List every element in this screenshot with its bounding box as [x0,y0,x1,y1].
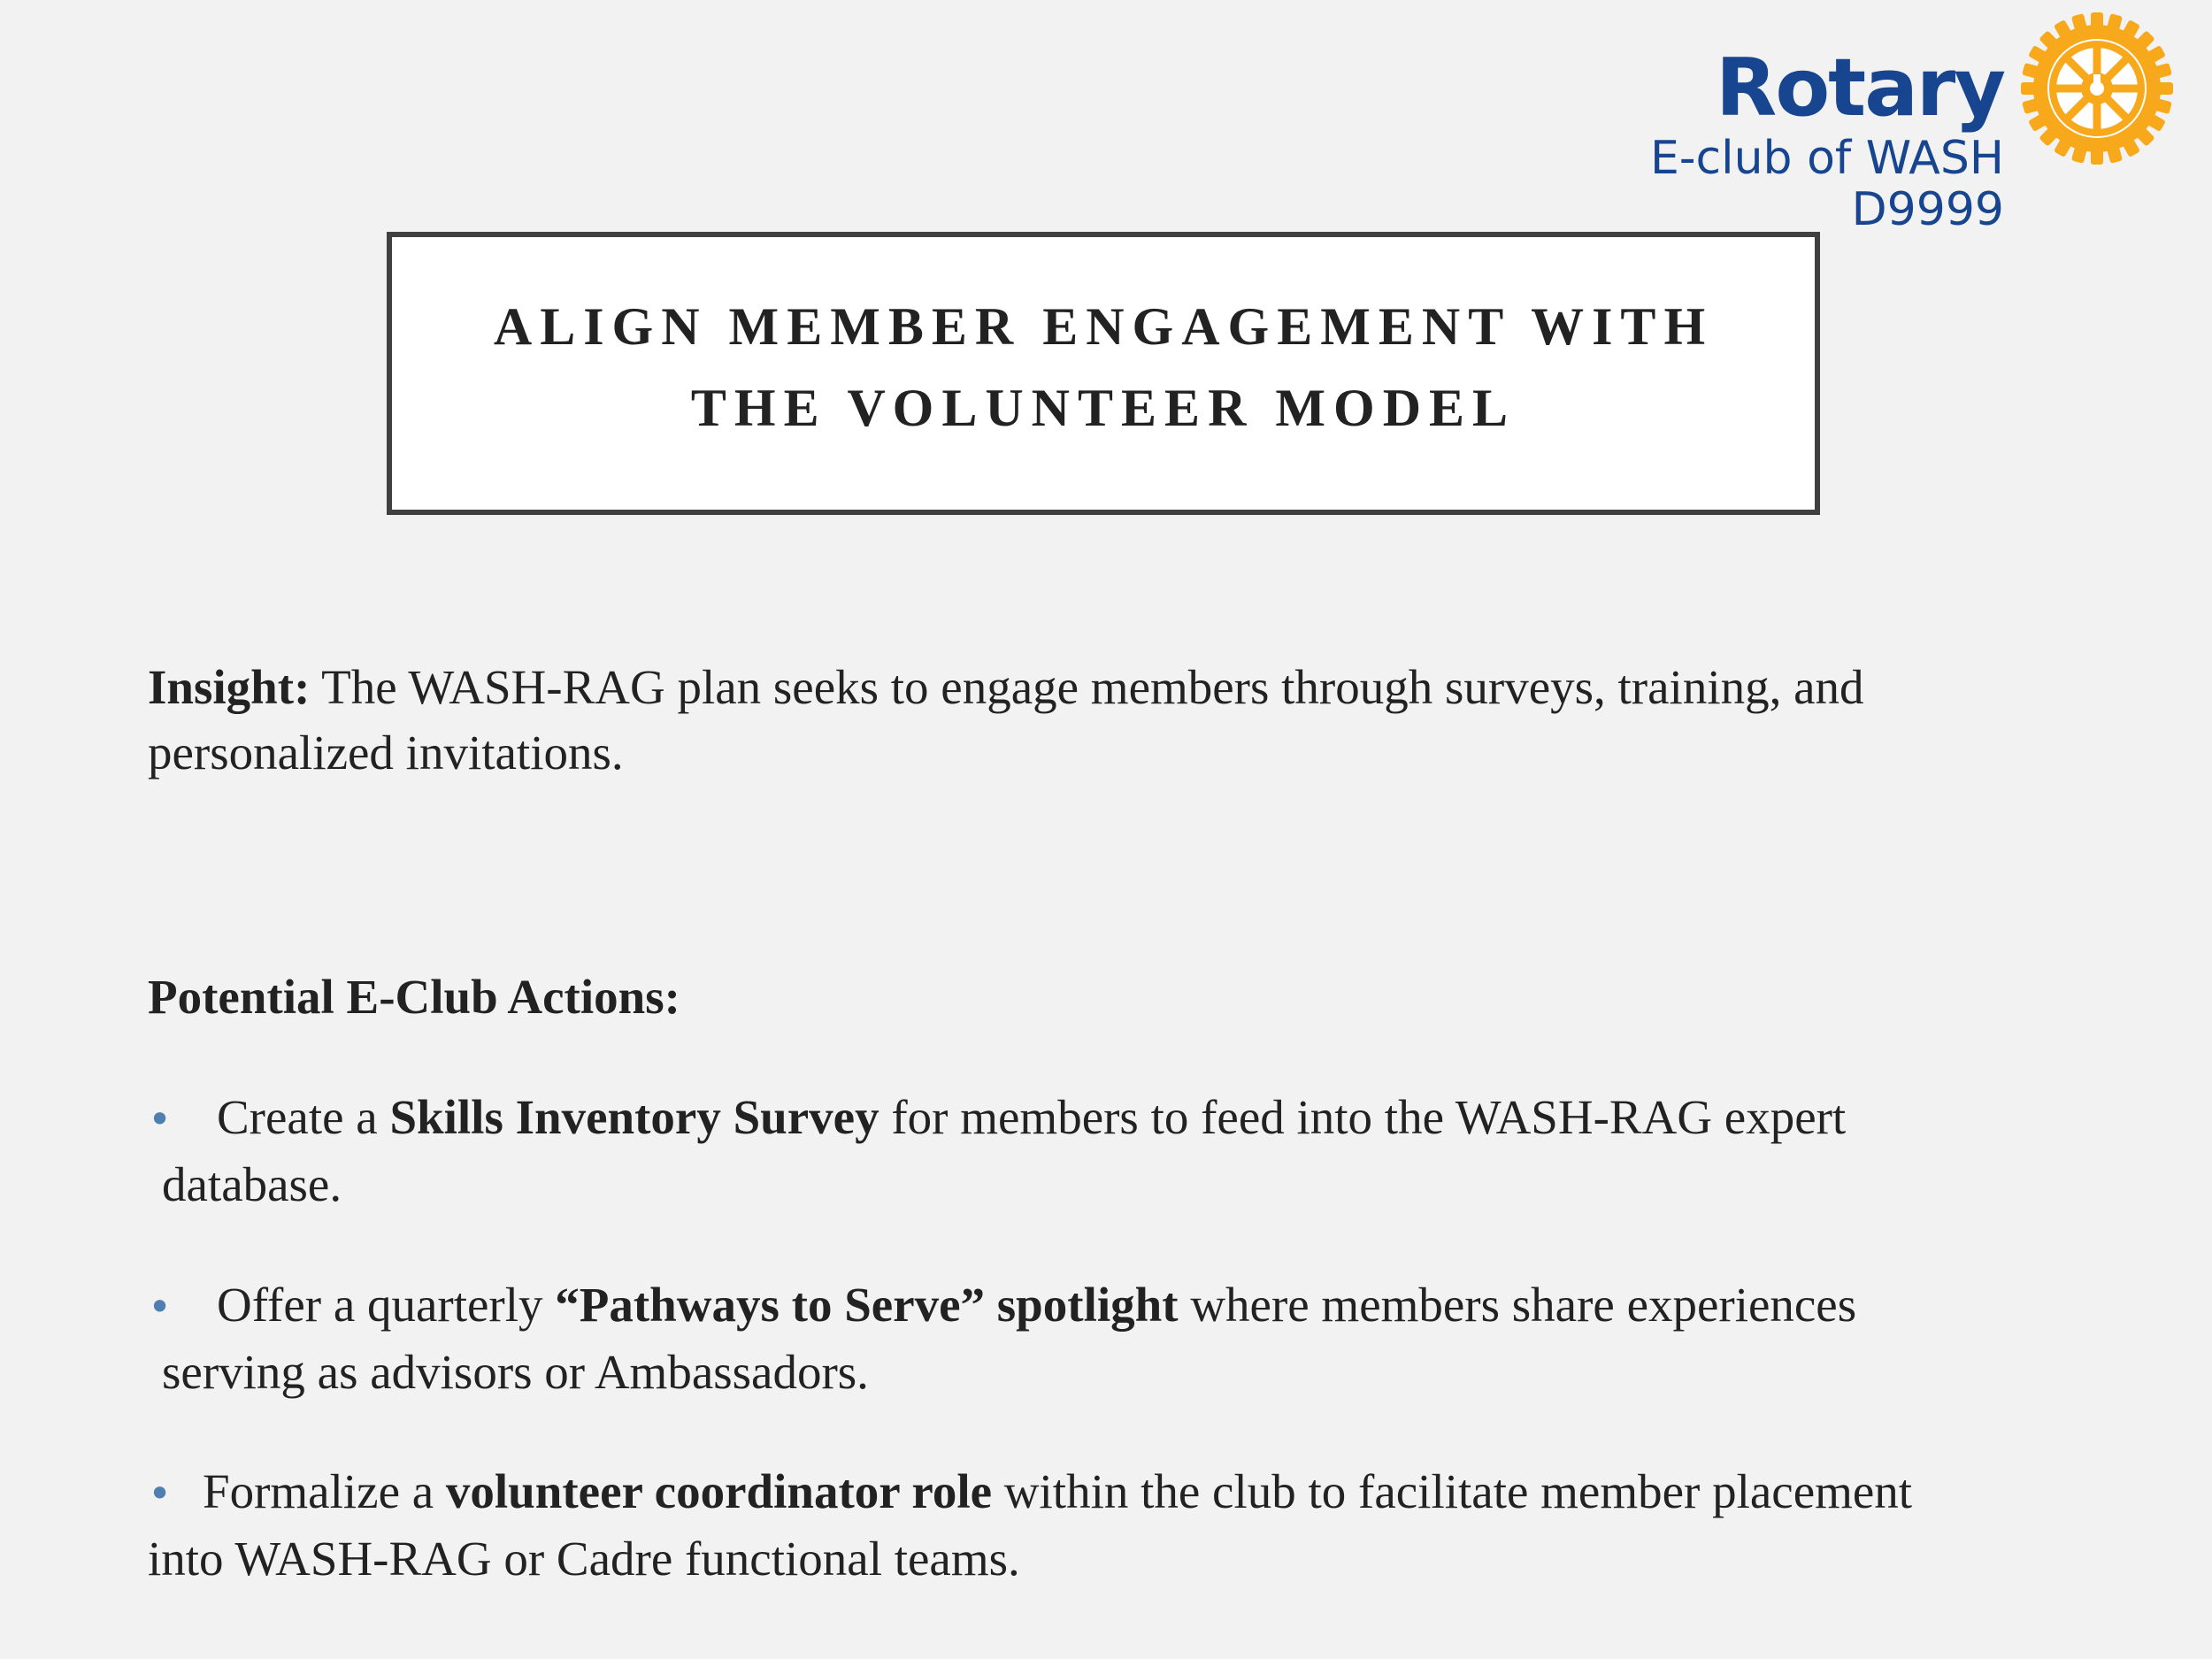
insight-label: Insight: [148,660,311,714]
list-item [148,1459,2077,1592]
slide-title [494,286,1713,449]
insight-text-line-2: personalized invitations. [148,726,624,780]
bullet-text-pre: Formalize a [203,1464,446,1518]
insight-paragraph [148,655,2094,786]
title-line-1: ALIGN MEMBER ENGAGEMENT WITH [493,297,1714,356]
logo-club-name: E-club of WASH [1649,132,2004,185]
actions-heading: Potential E-Club Actions: [148,970,680,1024]
bullet-text-post: for members to feed into the WASH-RAG expert [879,1090,1847,1144]
insight-text-line-1: The WASH-RAG plan seeks to engage members through surveys, training, and [310,660,1864,714]
bullet-text-continued: database. [162,1157,342,1211]
list-item [148,1272,2077,1405]
bullet-text-pre: Offer a quarterly [217,1278,556,1332]
bullet-text-bold: volunteer coordinator role [445,1464,993,1518]
bullet-text-pre: Create a [217,1090,390,1144]
logo-district: D9999 [1851,183,2004,236]
title-box [387,232,1820,515]
bullet-text-bold: Skills Inventory Survey [389,1090,879,1144]
bullet-text-bold: “Pathways to Serve” spotlight [555,1278,1179,1332]
rotary-wheel-icon [2017,9,2177,168]
list-item [148,1085,2077,1217]
bullet-marker: • [148,1283,173,1331]
title-line-2: THE VOLUNTEER MODEL [690,379,1517,437]
bullet-text-post: where members share experiences [1178,1278,1857,1332]
bullet-marker: • [148,1470,173,1517]
rotary-logo [1610,9,2177,239]
logo-text [1650,44,2004,235]
bullet-text-continued: into WASH-RAG or Cadre functional teams. [148,1532,1020,1586]
bullet-marker: • [148,1095,173,1143]
bullet-text-continued: serving as advisors or Ambassadors. [162,1345,869,1399]
logo-word: Rotary [1716,42,2004,134]
bullet-text-post: within the club to facilitate member placement [992,1464,1913,1518]
